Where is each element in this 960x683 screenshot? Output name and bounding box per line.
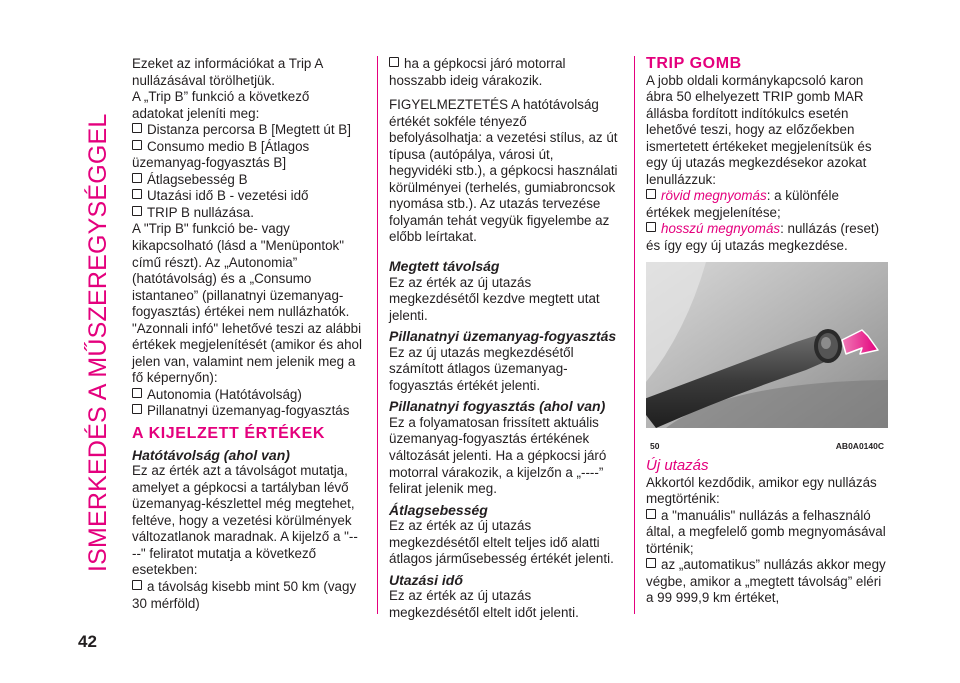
column-3-lower bbox=[646, 458, 886, 607]
page-number: 42 bbox=[78, 632, 97, 651]
paragraph: A "Trip B" funkció be- vagy kikapcsolható (lásd a "Menüpontok" című részt). Az „Autonomia” (hatótávolság) és a „Consumo istantaneo” (pillanatnyi üzemanyag-fogyasztás) értékei nem nullázhatók. "Azonnali infó" lehetővé teszi az alábbi értékek megjelenítését (amikor és ahol jelen van, valamint nem jelenik meg a fő képernyőn): bbox=[132, 221, 362, 386]
column-1 bbox=[132, 56, 362, 612]
section-heading: A KIJELZETT ÉRTÉKEK bbox=[132, 425, 326, 443]
list-item: ha a gépkocsi járó motorral hosszabb ideig várakozik. bbox=[389, 56, 566, 88]
figure-steering-stalk bbox=[646, 262, 888, 428]
figure-number: 50 bbox=[650, 441, 660, 451]
list-item: hosszú megnyomás: nullázás (reset) és így egy új utazás megkezdése. bbox=[646, 221, 880, 254]
paragraph: Ez az érték azt a távolságot mutatja, amelyet a gépkocsi a tartályban lévő üzemanyag-készlettel még megtehet, feltéve, hogy a vezetési körülmények változatlanok maradnak. A kijelző a "----" feliratot mutatja a következő esetekben: bbox=[132, 463, 358, 578]
paragraph: Ez az érték az új utazás megkezdésétől eltelt időt jelenti. bbox=[389, 588, 579, 620]
list-item: Autonomia (Hatótávolság) bbox=[132, 387, 362, 404]
list-item: a távolság kisebb mint 50 km (vagy 30 mérföld) bbox=[132, 578, 357, 611]
emphasis: rövid megnyomás bbox=[661, 188, 767, 204]
paragraph: A „Trip B” funkció a következő adatokat jeleníti meg: bbox=[132, 89, 310, 121]
paragraph: Ez a folyamatosan frissített aktuális üzemanyag-fogyasztás értékének változását jelenti. Ha a gépkocsi járó motorral várakozik, a kijelzőn a „----” felirat jelenik meg. bbox=[389, 414, 607, 497]
list-item: Consumo medio B [Átlagos üzemanyag-fogyasztás B] bbox=[132, 138, 310, 171]
subheading: Pillanatnyi fogyasztás (ahol van) bbox=[389, 398, 606, 415]
paragraph: A jobb oldali kormánykapcsoló karon ábra 50 elhelyezett TRIP gomb MAR állásba fordított indítókulcs esetén lehetővé teszi, hogy az előzőekben ismertetett értékeket megjelenítsük és egy új utazás megkezdésekor azokat lenullázzuk: bbox=[646, 72, 872, 187]
list-item: Pillanatnyi üzemanyag-fogyasztás bbox=[132, 403, 362, 420]
emphasis: hosszú megnyomás bbox=[661, 221, 781, 237]
bullet-icon bbox=[132, 189, 142, 199]
paragraph: Ez az új utazás megkezdésétől számított átlagos üzemanyag-fogyasztás értékét jelenti. bbox=[389, 344, 574, 393]
bullet-icon bbox=[132, 140, 142, 150]
bullet-icon bbox=[389, 57, 399, 67]
list-item: rövid megnyomás: a különféle értékek megjelenítése; bbox=[646, 188, 839, 220]
figure-code: AB0A0140C bbox=[835, 441, 884, 451]
bullet-icon bbox=[646, 222, 656, 232]
column-divider bbox=[377, 56, 378, 614]
bullet-icon bbox=[646, 189, 656, 199]
list-item: Distanza percorsa B [Megtett út B] bbox=[132, 122, 362, 139]
paragraph: Akkortól kezdődik, amikor egy nullázás megtörténik: bbox=[646, 474, 877, 507]
bullet-icon bbox=[132, 206, 142, 216]
list-item: Átlagsebesség B bbox=[132, 172, 362, 189]
subheading: Megtett távolság bbox=[389, 258, 500, 275]
section-title-text: ISMERKEDÉS A MŰSZEREGYSÉGGEL bbox=[84, 113, 112, 572]
subheading: Hatótávolság (ahol van) bbox=[132, 446, 290, 463]
paragraph: Ez az érték az új utazás megkezdésétől kezdve megtett utat jelenti. bbox=[389, 274, 600, 323]
bullet-icon bbox=[132, 580, 142, 590]
steering-stalk-illustration bbox=[646, 262, 888, 428]
list-item: TRIP B nullázása. bbox=[132, 205, 362, 222]
column-2 bbox=[389, 56, 619, 622]
column-3 bbox=[646, 56, 886, 255]
subheading: Utazási idő bbox=[389, 571, 463, 588]
subheading: Új utazás bbox=[646, 457, 709, 474]
list-item: Utazási idő B - vezetési idő bbox=[132, 188, 362, 205]
bullet-icon bbox=[132, 388, 142, 398]
subheading: Pillanatnyi üzemanyag-fogyasztás bbox=[389, 328, 617, 345]
paragraph: Ezeket az információkat a Trip A nullázásával törölhetjük. bbox=[132, 56, 323, 88]
list-item: a "manuális" nullázás a felhasználó által, a megfelelő gomb megnyomásával történik; bbox=[646, 507, 886, 556]
paragraph: Ez az érték az új utazás megkezdésétől eltelt teljes idő alatti átlagos járműsebesség értékét jelenti. bbox=[389, 518, 614, 567]
column-divider bbox=[634, 56, 635, 614]
list-item: az „automatikus” nullázás akkor megy végbe, amikor a „megtett távolság” eléri a 99 999,9 km értéket, bbox=[646, 557, 886, 606]
subheading: Átlagsebesség bbox=[389, 501, 488, 518]
bullet-icon bbox=[646, 509, 656, 519]
warning-paragraph: FIGYELMEZTETÉS A hatótávolság értékét sokféle tényező befolyásolhatja: a vezetési stílus, az út típusa (autópálya, városi út, hegyvidéki stb.), a gépkocsi használati körülményei (terhelés, gumiabroncsok nyomása stb.). Az utazás tervezése folyamán tehát vegyük figyelembe az előbb leírtakat. bbox=[389, 97, 618, 245]
bullet-icon bbox=[132, 173, 142, 183]
section-title-vertical bbox=[84, 42, 114, 572]
section-heading: TRIP GOMB bbox=[646, 55, 742, 72]
bullet-icon bbox=[132, 404, 142, 414]
bullet-icon bbox=[132, 123, 142, 133]
bullet-icon bbox=[646, 558, 656, 568]
